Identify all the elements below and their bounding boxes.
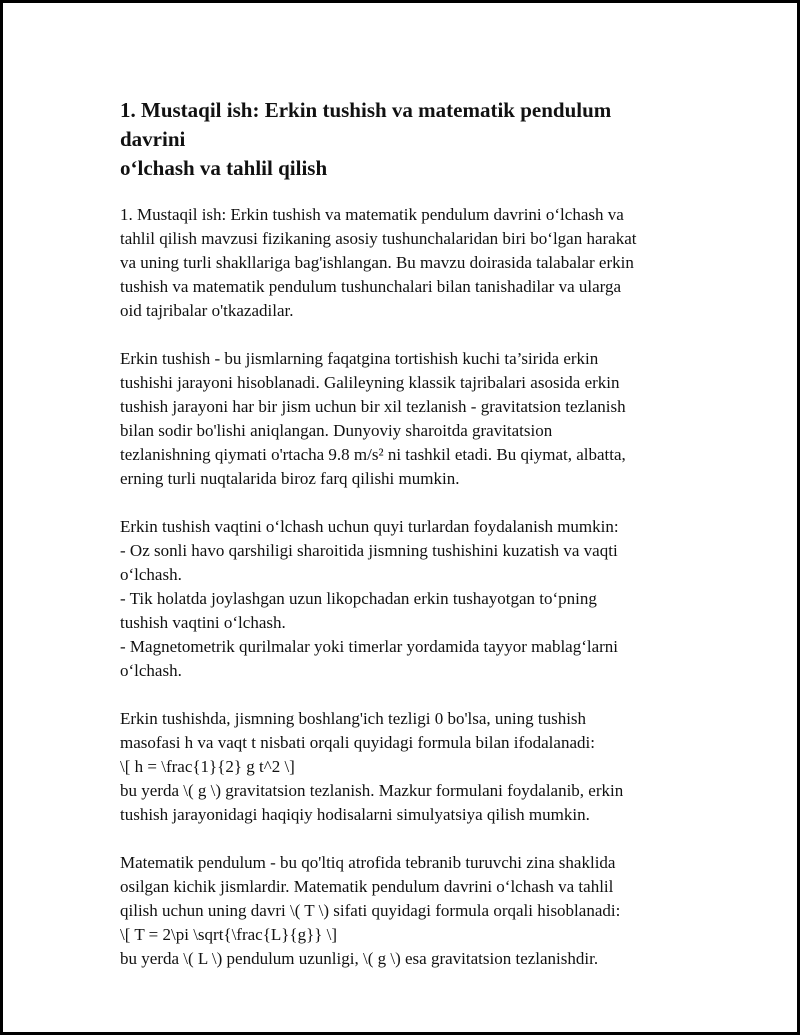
paragraph-measurement-methods: Erkin tushish vaqtini o‘lchash uchun quyi turlardan foydalanish mumkin: - Oz sonli havo qarshiligi sharoitida jismning tushishini kuzatish va vaqti o‘lchash. - Tik holatda joylashgan uzun likopchadan erkin tushayotgan to‘pning tushish vaqtini o‘lchash. - Magnetometrik qurilmalar yoki timerlar yordamida tayyor mablag‘larni o‘lchash. (120, 517, 619, 680)
document-heading: 1. Mustaqil ish: Erkin tushish va matematik pendulum davrini o‘lchash va tahlil qilish (120, 98, 612, 180)
paragraph-introduction: 1. Mustaqil ish: Erkin tushish va matematik pendulum davrini o‘lchash va tahlil qilish mavzusi fizikaning asosiy tushunchalaridan biri bo‘lgan harakat va uning turli shakllariga bag'ishlangan. Bu mavzu doirasida talabalar erkin tushish va matematik pendulum tushunchalari bilan tanishadilar va ularga oid tajribalar o'tkazadilar. (120, 205, 637, 320)
document-body (120, 96, 680, 995)
paragraph-pendulum-formula: Matematik pendulum - bu qo'ltiq atrofida tebranib turuvchi zina shaklida osilgan kichik jismlardir. Matematik pendulum davrini o‘lchash va tahlil qilish uchun uning davri \( T \) sifati quyidagi formula orqali hisoblanadi: \[ T = 2\pi \sqrt{\frac{L}{g}} \] bu yerda \( L \) pendulum uzunligi, \( g \) esa gravitatsion tezlanishdir. (120, 853, 621, 968)
paragraph-free-fall-formula: Erkin tushishda, jismning boshlang'ich tezligi 0 bo'lsa, uning tushish masofasi h va vaqt t nisbati orqali quyidagi formula bilan ifodalanadi: \[ h = \frac{1}{2} g t^2 \] bu yerda \( g \) gravitatsion tezlanish. Mazkur formulani foydalanib, erkin tushish jarayonidagi haqiqiy hodisalarni simulyatsiya qilish mumkin. (120, 709, 624, 824)
paragraph-free-fall-definition: Erkin tushish - bu jismlarning faqatgina tortishish kuchi ta’sirida erkin tushishi jarayoni hisoblanadi. Galileyning klassik tajribalari asosida erkin tushish jarayoni har bir jism uchun bir xil tezlanish - gravitatsion tezlanish bilan sodir bo'lishi aniqlangan. Dunyoviy sharoitda gravitatsion tezlanishning qiymati o'rtacha 9.8 m/s² ni tashkil etadi. Bu qiymat, albatta, erning turli nuqtalarida biroz farq qilishi mumkin. (120, 349, 626, 488)
